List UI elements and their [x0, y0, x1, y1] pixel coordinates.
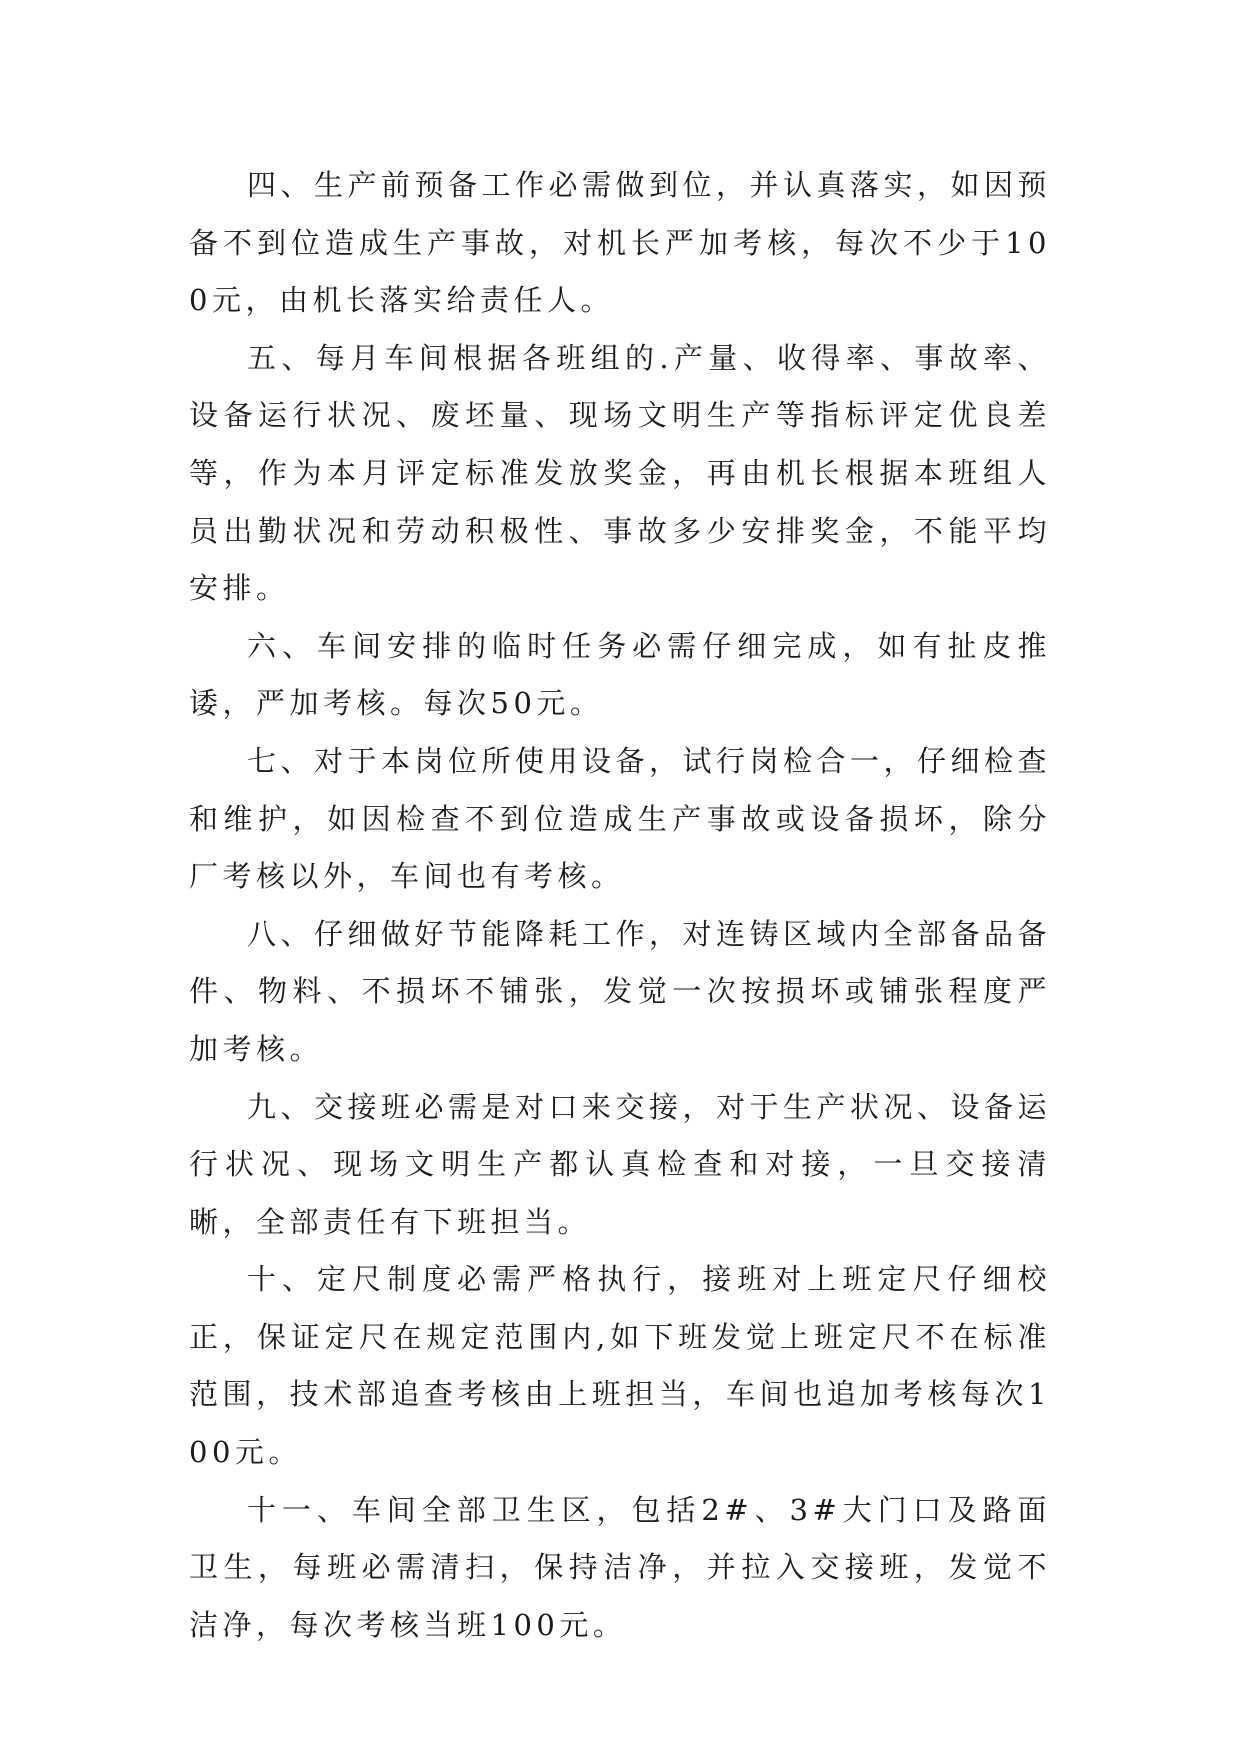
paragraph-6: 六、车间安排的临时任务必需仔细完成，如有扯皮推诿，严加考核。每次50元。: [189, 628, 1051, 721]
paragraph-7: 七、对于本岗位所使用设备，试行岗检合一，仔细检查和维护，如因检查不到位造成生产事故或设备损坏，除分厂考核以外，车间也有考核。: [189, 743, 1052, 894]
paragraph-11: 十一、车间全部卫生区，包括2#、3#大门口及路面卫生，每班必需清扫，保持洁净，并拉入交接班，发觉不洁净，每次考核当班100元。: [189, 1492, 1051, 1642]
paragraph-9: 九、交接班必需是对口来交接，对于生产状况、设备运行状况、现场文明生产都认真检查和对接，一旦交接清晰，全部责任有下班担当。: [189, 1089, 1052, 1239]
paragraph-10: 十、定尺制度必需严格执行，接班对上班定尺仔细校正，保证定尺在规定范围内,如下班发觉上班定尺不在标准范围，技术部追查考核由上班担当，车间也追加考核每次100元。: [189, 1262, 1051, 1470]
paragraph-8: 八、仔细做好节能降耗工作，对连铸区域内全部备品备件、物料、不损坏不铺张，发觉一次按损坏或铺张程度严加考核。: [189, 916, 1052, 1066]
paragraph-5: 五、每月车间根据各班组的.产量、收得率、事故率、设备运行状况、废坯量、现场文明生产等指标评定优良差等，作为本月评定标准发放奖金，再由机长根据本班组人员出勤状况和劳动积极性、事故多少安排奖金，不能平均安排。: [189, 340, 1051, 606]
document-body: [189, 157, 1051, 1654]
paragraph-4: 四、生产前预备工作必需做到位，并认真落实，如因预备不到位造成生产事故，对机长严加考核，每次不少于100元，由机长落实给责任人。: [189, 168, 1052, 318]
